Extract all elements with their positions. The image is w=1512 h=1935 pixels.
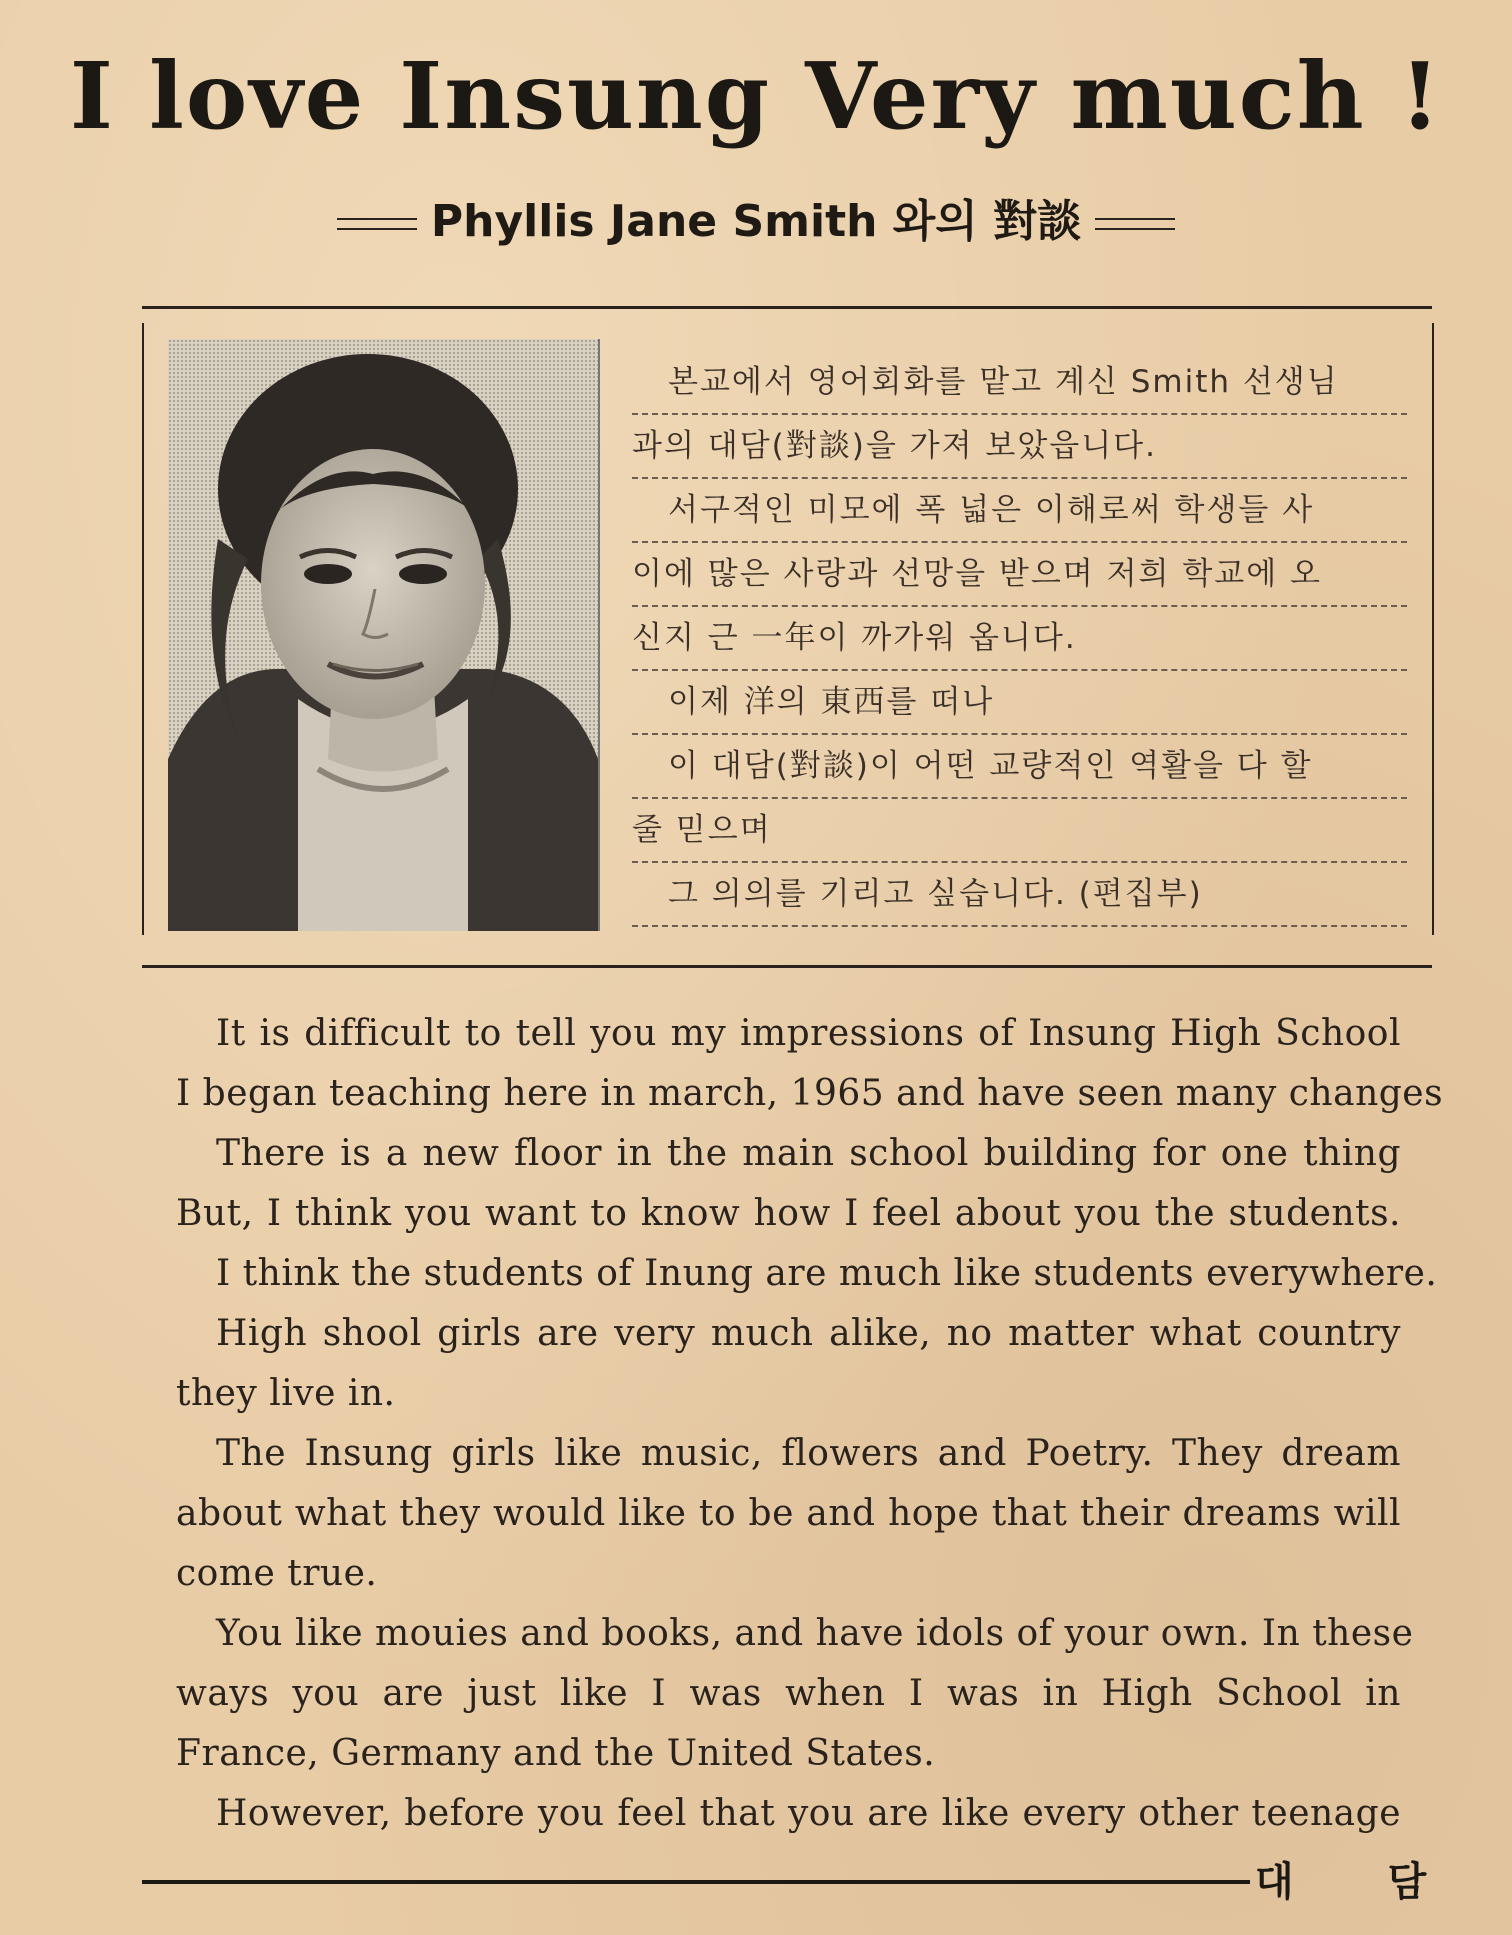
body-line: The Insung girls like music, flowers and Poetry. They dream (216, 1433, 1401, 1474)
body-line: come true. (176, 1553, 378, 1594)
body-line: I think the students of Inung are much like students everywhere. (216, 1253, 1438, 1294)
intro-line: 줄 믿으며 (632, 799, 1407, 863)
intro-line: 신지 근 一年이 까가워 옵니다. (632, 607, 1407, 671)
body-line: they live in. (176, 1373, 396, 1414)
intro-line: 그 의의를 기리고 싶습니다. (편집부) (632, 863, 1407, 927)
body-line: There is a new floor in the main school building for one thing (216, 1133, 1401, 1174)
intro-line: 이에 많은 사랑과 선망을 받으며 저희 학교에 오 (632, 543, 1407, 607)
body-line: High shool girls are very much alike, no matter what country (216, 1313, 1401, 1354)
body-line: France, Germany and the United States. (176, 1733, 936, 1774)
intro-line: 이 대담(對談)이 어떤 교량적인 역활을 다 할 (632, 735, 1407, 799)
intro-line: 과의 대담(對談)을 가져 보았읍니다. (632, 415, 1407, 479)
intro-line: 서구적인 미모에 폭 넓은 이해로써 학생들 사 (632, 479, 1407, 543)
body-line: You like mouies and books, and have idols of your own. In these (216, 1613, 1414, 1654)
portrait-photo (168, 339, 600, 931)
intro-line: 본교에서 영어회화를 맡고 계신 Smith 선생님 (632, 351, 1407, 415)
article-body (176, 1004, 1444, 1844)
body-line: about what they would like to be and hope that their dreams will (176, 1493, 1401, 1534)
subtitle-dash-right (1095, 218, 1175, 230)
body-line: ways you are just like I was when I was in High School in (176, 1673, 1401, 1714)
intro-line: 이제 洋의 東西를 떠나 (632, 671, 1407, 735)
article-title: I love Insung Very much ! (69, 42, 1443, 150)
body-line: But, I think you want to know how I feel about you the students. (176, 1193, 1401, 1234)
footer-section-label: 대 담 (1255, 1859, 1467, 1905)
intro-text (632, 351, 1407, 927)
article-subtitle (0, 185, 1512, 249)
subtitle-text: Phyllis Jane Smith 와의 對談 (430, 196, 1082, 247)
body-line: It is difficult to tell you my impressions of Insung High School (216, 1013, 1401, 1054)
footer-rule (142, 1880, 1250, 1884)
subtitle-dash-left (337, 218, 417, 230)
body-line: I began teaching here in march, 1965 and have seen many changes (176, 1073, 1444, 1114)
intro-box (142, 306, 1432, 968)
body-line: However, before you feel that you are like every other teenage (216, 1793, 1401, 1834)
intro-box-frame (142, 323, 1434, 935)
portrait-illustration (168, 339, 598, 931)
